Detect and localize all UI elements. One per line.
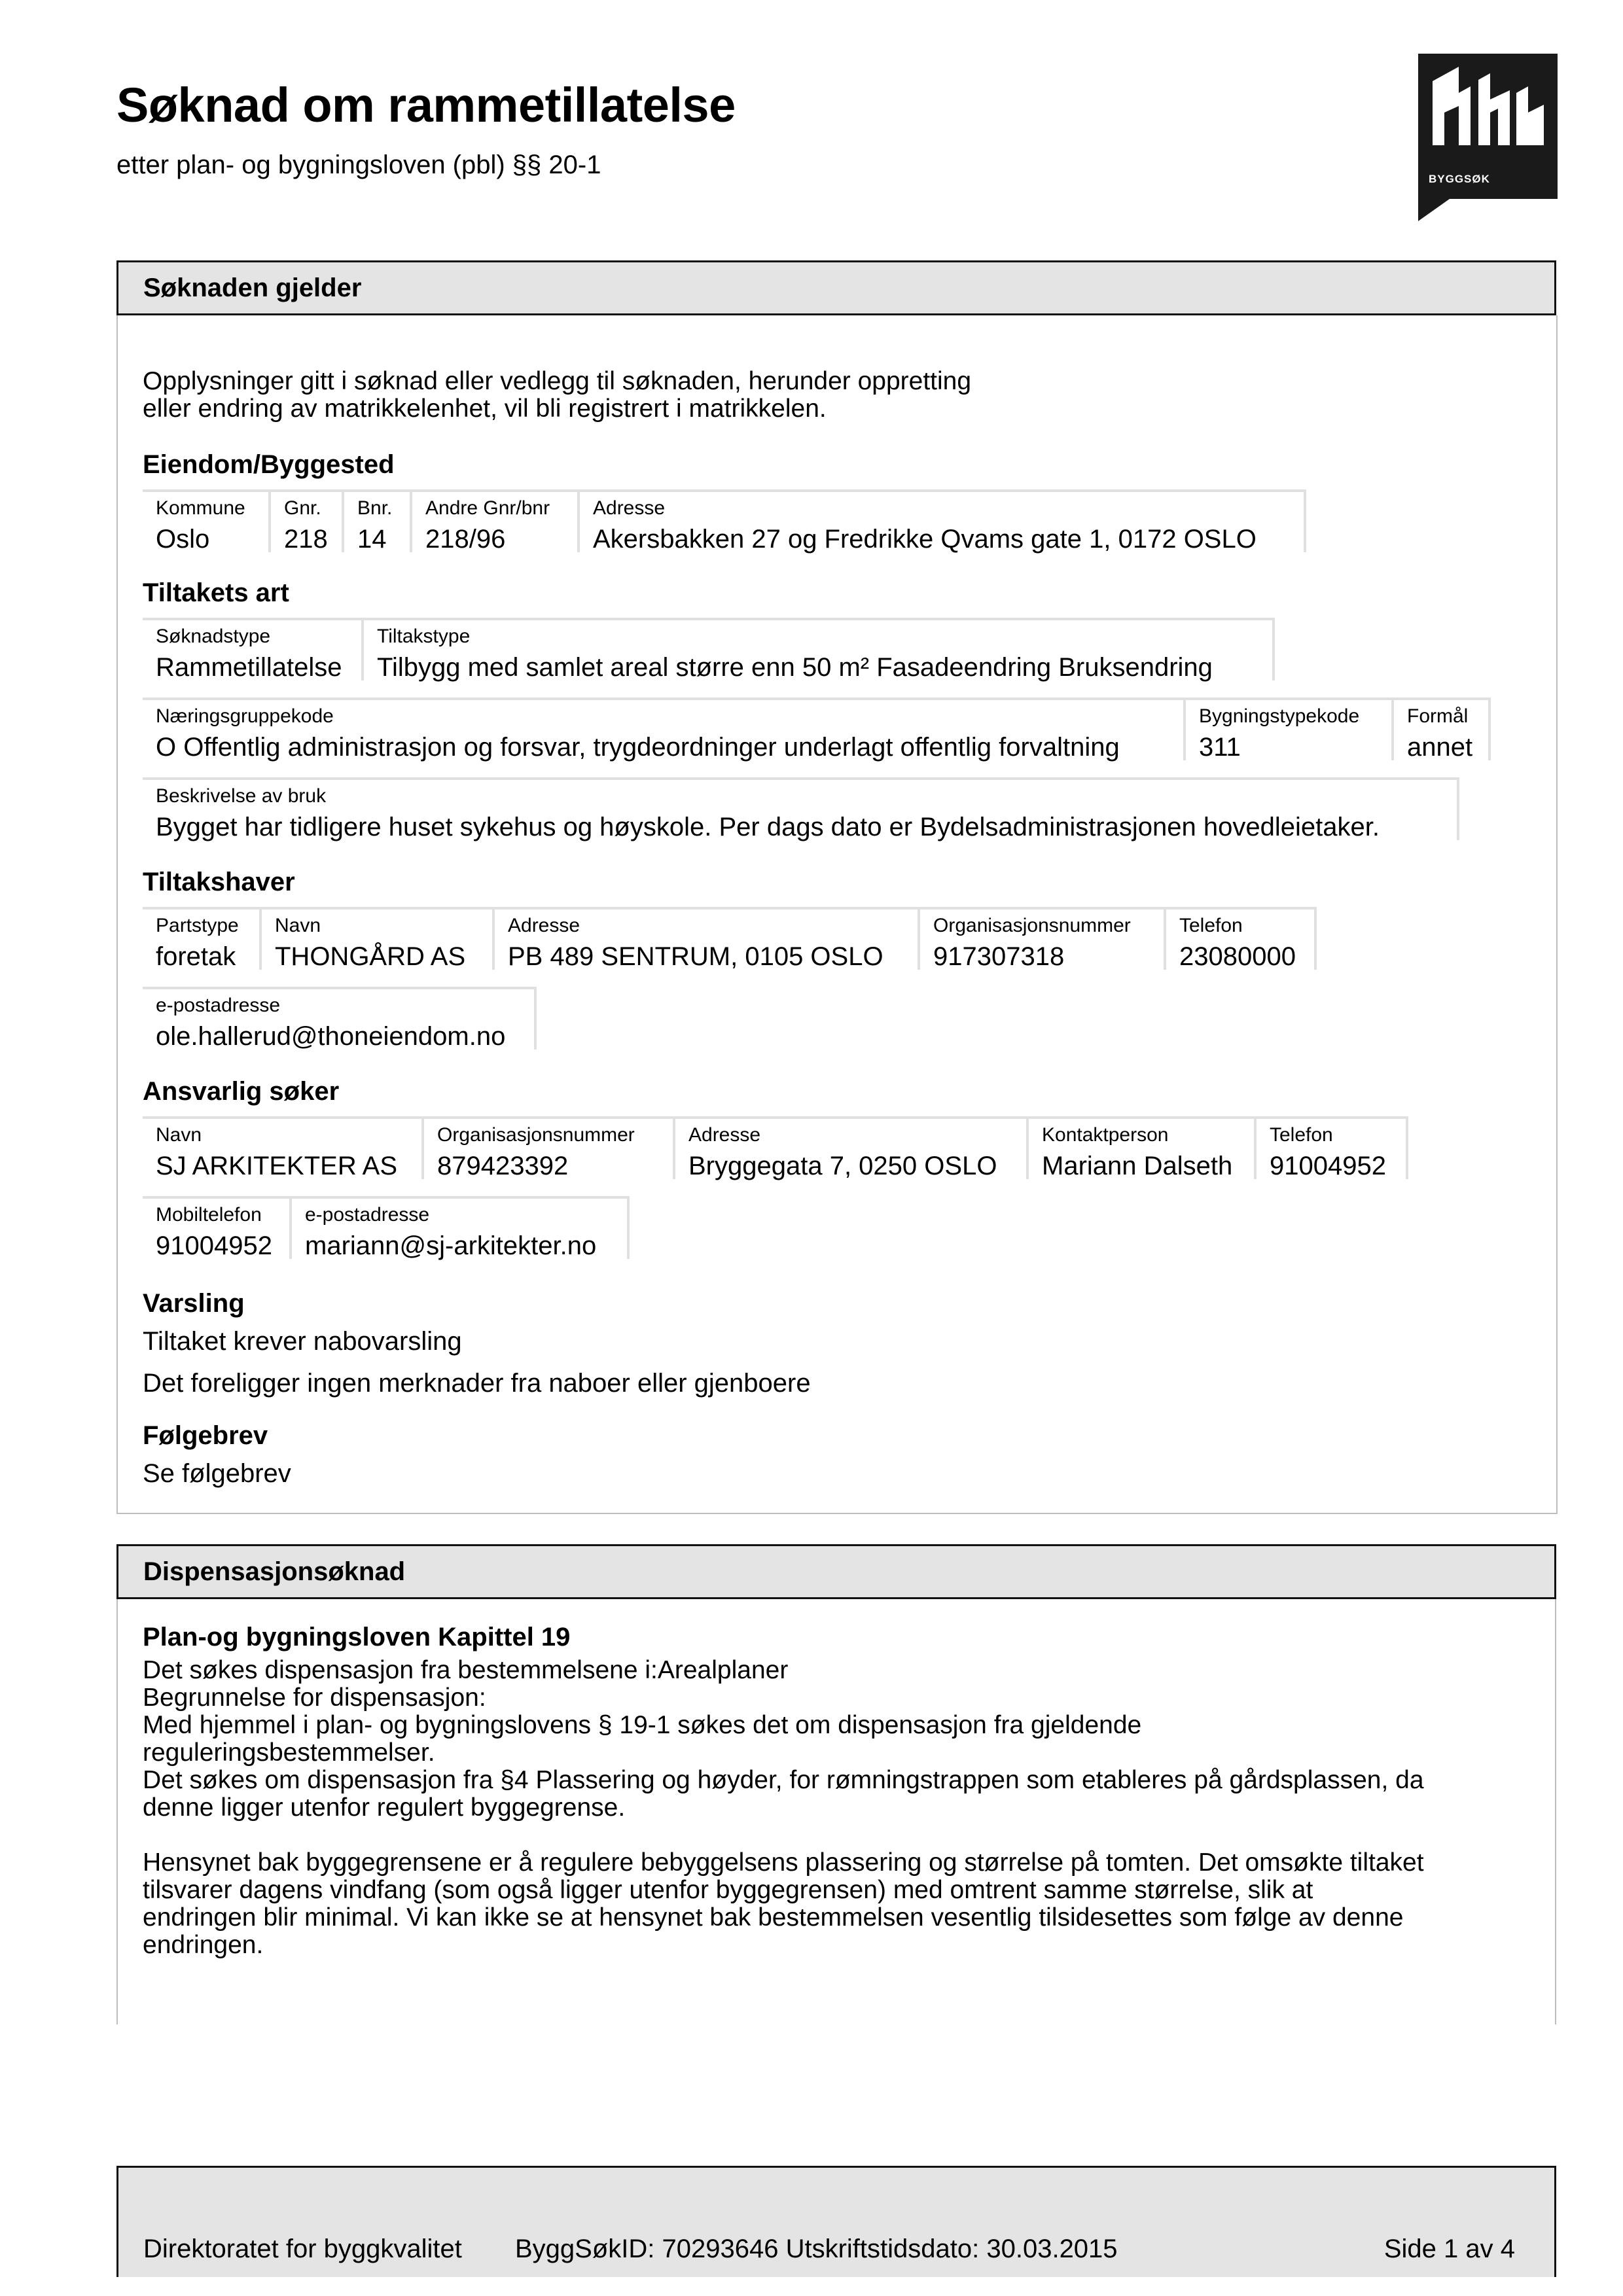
beskrivelse-bruk-field <box>143 777 1459 840</box>
bygningstypekode-field <box>1186 698 1394 760</box>
ansvarlig-telefon-field <box>1257 1116 1408 1179</box>
varsling-line-1: Tiltaket krever nabovarsling <box>143 1327 462 1356</box>
naeringsgruppekode-value: O Offentlig administrasjon og forsvar, trygdeordninger underlagt offentlig forvaltning <box>156 733 1120 762</box>
ansvarlig-mobil-label: Mobiltelefon <box>156 1204 262 1226</box>
formal-value: annet <box>1407 733 1473 762</box>
gnr-value: 218 <box>284 525 328 554</box>
dispensasjon-subheading: Plan-og bygningsloven Kapittel 19 <box>143 1623 571 1651</box>
tiltakshaver-org-value: 917307318 <box>933 942 1065 971</box>
eiendom-adresse-value: Akersbakken 27 og Fredrikke Qvams gate 1, 0172 OSLO <box>593 525 1257 554</box>
naeringsgruppekode-field <box>143 698 1186 760</box>
bygningstypekode-value: 311 <box>1199 733 1241 762</box>
tiltak-heading: Tiltakets art <box>143 578 289 607</box>
eiendom-adresse-label: Adresse <box>593 497 666 519</box>
logo-mark-icon <box>1418 54 1558 171</box>
page-subtitle: etter plan- og bygningsloven (pbl) §§ 20-1 <box>116 150 601 179</box>
tiltakshaver-epost-value: ole.hallerud@thoneiendom.no <box>156 1022 506 1051</box>
ansvarlig-soker-heading: Ansvarlig søker <box>143 1077 340 1106</box>
tiltakshaver-navn-field <box>262 907 495 970</box>
tiltakshaver-epost-field <box>143 987 537 1050</box>
footer-id: ByggSøkID: 70293646 Utskriftstidsdato: 30.03.2015 <box>515 2234 1118 2263</box>
page-title: Søknad om rammetillatelse <box>116 78 736 132</box>
naeringsgruppekode-label: Næringsgruppekode <box>156 705 334 727</box>
soknadstype-value: Rammetillatelse <box>156 653 342 682</box>
tiltakstype-label: Tiltakstype <box>377 626 471 647</box>
byggsok-logo <box>1418 54 1558 199</box>
folgebrev-heading: Følgebrev <box>143 1421 268 1450</box>
varsling-heading: Varsling <box>143 1289 245 1318</box>
partstype-field <box>143 907 262 970</box>
tiltakshaver-epost-label: e-postadresse <box>156 995 281 1016</box>
ansvarlig-navn-label: Navn <box>156 1124 202 1146</box>
tiltakshaver-adresse-field <box>495 907 920 970</box>
ansvarlig-mobil-field <box>143 1196 292 1259</box>
kommune-value: Oslo <box>156 525 210 554</box>
bnr-value: 14 <box>357 525 387 554</box>
logo-tail <box>1418 199 1450 221</box>
kommune-label: Kommune <box>156 497 245 519</box>
gnr-field <box>271 489 344 552</box>
ansvarlig-navn-value: SJ ARKITEKTER AS <box>156 1152 398 1180</box>
tiltakshaver-adresse-label: Adresse <box>508 915 580 936</box>
gnr-label: Gnr. <box>284 497 321 519</box>
partstype-value: foretak <box>156 942 236 971</box>
soknadstype-label: Søknadstype <box>156 626 271 647</box>
tiltakshaver-navn-value: THONGÅRD AS <box>275 942 466 971</box>
andre-gnr-field <box>412 489 580 552</box>
tiltakshaver-adresse-value: PB 489 SENTRUM, 0105 OSLO <box>508 942 883 971</box>
dispensasjon-text: Det søkes dispensasjon fra bestemmelsene i:Arealplaner Begrunnelse for dispensasjon: Med hjemmel i plan- og bygningslovens § 19-1 søkes det om dispensasjon fra gjeldende reguleringsbestemmelser. Det søkes om dispensasjon fra §4 Plassering og høyder, for rømningstrappen som etableres på gårdsplassen, da denne ligger utenfor regulert byggegrense. Hensynet bak byggegrensene er å regulere bebyggelsens plassering og størrelse på tomten. Det omsøkte tiltaket tilsvarer dagens vindfang (som også ligger utenfor byggegrensen) med omtrent samme størrelse, slik at endringen blir minimal. Vi kan ikke se at hensynet bak bestemmelsen vesentlig tilsidesettes som følge av denne endringen. <box>143 1656 1424 1959</box>
footer-org: Direktoratet for byggkvalitet <box>143 2234 462 2263</box>
eiendom-adresse-field <box>580 489 1306 552</box>
ansvarlig-telefon-value: 91004952 <box>1270 1152 1386 1180</box>
bnr-field <box>344 489 412 552</box>
andre-gnr-value: 218/96 <box>425 525 506 554</box>
partstype-label: Partstype <box>156 915 239 936</box>
ansvarlig-epost-label: e-postadresse <box>305 1204 430 1226</box>
ansvarlig-adresse-label: Adresse <box>688 1124 761 1146</box>
ansvarlig-org-value: 879423392 <box>437 1152 569 1180</box>
tiltakshaver-telefon-field <box>1166 907 1317 970</box>
varsling-line-2: Det foreligger ingen merknader fra naboer eller gjenboere <box>143 1369 811 1398</box>
intro-text: Opplysninger gitt i søknad eller vedlegg til søknaden, herunder oppretting eller endring av matrikkelenhet, vil bli registrert i matrikkelen. <box>143 367 972 423</box>
eiendom-heading: Eiendom/Byggested <box>143 450 395 479</box>
logo-label: BYGGSØK <box>1429 173 1490 185</box>
ansvarlig-kontakt-label: Kontaktperson <box>1042 1124 1169 1146</box>
ansvarlig-kontakt-field <box>1029 1116 1257 1179</box>
tiltakshaver-telefon-label: Telefon <box>1179 915 1243 936</box>
beskrivelse-bruk-value: Bygget har tidligere huset sykehus og høyskole. Per dags dato er Bydelsadministrasjonen hovedleietaker. <box>156 813 1380 841</box>
ansvarlig-epost-field <box>292 1196 630 1259</box>
ansvarlig-navn-field <box>143 1116 424 1179</box>
footer-page: Side 1 av 4 <box>1383 2234 1515 2263</box>
tiltakstype-field <box>364 618 1275 680</box>
tiltakshaver-org-label: Organisasjonsnummer <box>933 915 1131 936</box>
bygningstypekode-label: Bygningstypekode <box>1199 705 1360 727</box>
folgebrev-text: Se følgebrev <box>143 1459 291 1488</box>
section-heading-dispensasjon: Dispensasjonsøknad <box>116 1544 1556 1599</box>
beskrivelse-bruk-label: Beskrivelse av bruk <box>156 785 327 807</box>
ansvarlig-adresse-field <box>675 1116 1029 1179</box>
ansvarlig-org-label: Organisasjonsnummer <box>437 1124 635 1146</box>
ansvarlig-mobil-value: 91004952 <box>156 1231 272 1260</box>
tiltakshaver-telefon-value: 23080000 <box>1179 942 1296 971</box>
page-footer <box>116 2166 1556 2277</box>
formal-label: Formål <box>1407 705 1469 727</box>
bnr-label: Bnr. <box>357 497 393 519</box>
ansvarlig-org-field <box>424 1116 675 1179</box>
ansvarlig-epost-value: mariann@sj-arkitekter.no <box>305 1231 597 1260</box>
tiltakshaver-navn-label: Navn <box>275 915 321 936</box>
ansvarlig-telefon-label: Telefon <box>1270 1124 1333 1146</box>
section-heading-soknaden-gjelder: Søknaden gjelder <box>116 260 1556 315</box>
ansvarlig-adresse-value: Bryggegata 7, 0250 OSLO <box>688 1152 997 1180</box>
kommune-field <box>143 489 271 552</box>
andre-gnr-label: Andre Gnr/bnr <box>425 497 550 519</box>
ansvarlig-kontakt-value: Mariann Dalseth <box>1042 1152 1233 1180</box>
tiltakshaver-heading: Tiltakshaver <box>143 868 295 896</box>
formal-field <box>1394 698 1491 760</box>
soknadstype-field <box>143 618 364 680</box>
tiltakshaver-org-field <box>920 907 1166 970</box>
tiltakstype-value: Tilbygg med samlet areal større enn 50 m² Fasadeendring Bruksendring <box>377 653 1213 682</box>
